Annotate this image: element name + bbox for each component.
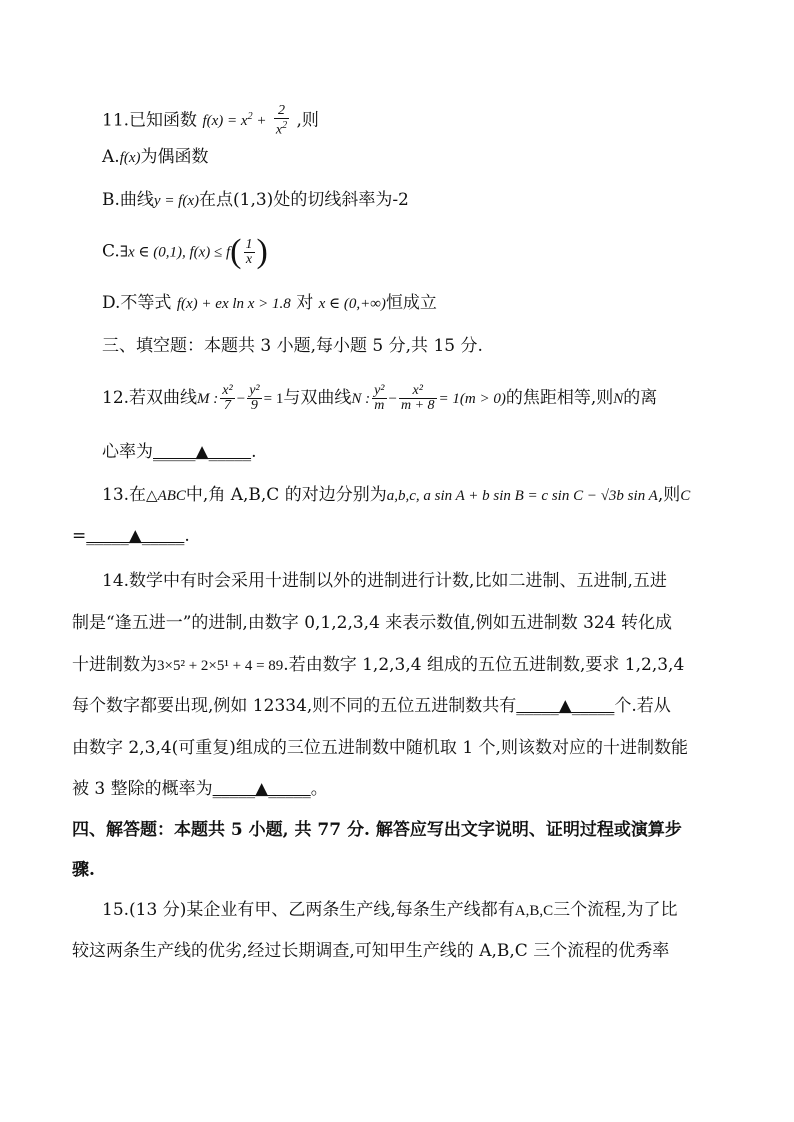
q13-equals: = (72, 526, 87, 546)
q13-triangle: △ABC (146, 488, 186, 504)
q13-line-1 (102, 483, 690, 508)
q12-prefix: 12.若双曲线 (102, 388, 198, 408)
option-math: ∃x ∈ (0,1), f(x) ≤ f (119, 244, 231, 261)
q12-n-ref: N (613, 391, 624, 407)
q14-l4-prefix: 每个数字都要出现,例如 12334,则不同的五位五进制数共有 (72, 696, 517, 716)
option-label: A. (102, 147, 120, 167)
frac-num: 1 (245, 236, 253, 252)
answer-blank[interactable]: _____▲_____ (86, 526, 185, 546)
q13-line-2 (72, 524, 190, 548)
q11-frac-den: $x^2$ (275, 120, 288, 138)
q14-line-6 (72, 777, 328, 801)
q12-m-label: M : (197, 391, 219, 407)
q13-equation: a,b,c, a sin A + b sin B = c sin C − √3b sin A (386, 488, 658, 504)
q12-period: . (251, 442, 257, 462)
q11-option-a (102, 145, 209, 170)
frac-num: x² (222, 383, 233, 398)
option-math: f(x) (119, 150, 141, 166)
q14-l3-math: 3×5² + 2×5¹ + 4 = 89 (157, 658, 284, 674)
q14-l4-suffix: 个.若从 (614, 696, 671, 716)
option-text-2: 恒成立 (385, 293, 437, 313)
q15-l1-suffix: 三个流程,为了比 (553, 900, 678, 920)
q11-option-c (102, 233, 268, 270)
q11-option-b (102, 188, 409, 213)
q11-stem (102, 104, 319, 138)
q14-line-2: 制是“逢五进一”的进制,由数字 0,1,2,3,4 来表示数值,例如五进制数 324 转化成 (72, 613, 672, 633)
option-math: f(x) + ex ln x > 1.8 (176, 296, 291, 312)
q15-line-2: 较这两条生产线的优劣,经过长期调查,可知甲生产线的 A,B,C 三个流程的优秀率 (72, 941, 670, 961)
frac-num: y² (374, 383, 385, 398)
frac-den: m + 8 (400, 398, 435, 413)
q15-l1-math: A,B,C (514, 903, 554, 919)
q11-stem-suffix: ,则 (296, 110, 319, 131)
frac-den: x (245, 251, 253, 267)
q14-l6-prefix: 被 3 整除的概率为 (72, 779, 213, 799)
left-paren: ( (230, 233, 242, 270)
answer-blank[interactable]: _____▲_____ (153, 442, 252, 462)
option-math-2: x ∈ (0,+∞) (318, 296, 386, 312)
frac-den: m (374, 398, 385, 413)
frac-num: y² (249, 383, 260, 398)
q12-frac-3 (372, 384, 386, 413)
answer-blank[interactable]: _____▲_____ (212, 779, 311, 799)
option-label: C. (102, 241, 120, 262)
right-paren: ) (256, 233, 268, 270)
q11-stem-prefix: 11.已知函数 (102, 110, 198, 131)
q13-period: . (184, 526, 190, 546)
q11-function-lhs: $f(x) = x^2$ + (202, 111, 267, 130)
option-label: B.曲线 (102, 190, 154, 210)
q12-frac-1 (220, 384, 234, 413)
q13-prefix: 13.在 (102, 485, 147, 505)
q14-l6-suffix: 。 (310, 779, 328, 799)
frac-den: 9 (250, 398, 258, 413)
option-math: y = f(x) (153, 193, 200, 209)
q11-frac-num: 2 (274, 104, 289, 119)
q11-c-fraction (244, 238, 255, 267)
frac-den: 7 (224, 398, 231, 413)
q14-line-4 (72, 694, 671, 718)
option-text: 为偶函数 (140, 147, 209, 167)
section-3-heading: 三、填空题：本题共 3 小题,每小题 5 分,共 15 分. (102, 336, 483, 356)
answer-blank[interactable]: _____▲_____ (516, 696, 615, 716)
q13-mid-1: 中,角 A,B,C 的对边分别为 (185, 485, 387, 505)
q14-line-3 (72, 653, 684, 678)
q12-suffix-2: 的离 (623, 388, 658, 408)
q11-option-d (102, 291, 437, 316)
q12-frac-2 (247, 384, 261, 413)
q12-line-1: 12.若双曲线M : $\frac{\text{x²}}{7}$ − $\frac{\text{y²}}{9}$ = 1与双曲线N : $\frac{\text{y²}}{m}$ − $\frac{\text{x²}}{m + 8}$ = 1(m > 0)的焦距相等,则N的离 (102, 383, 658, 413)
q12-suffix: 的焦距相等,则 (505, 388, 614, 408)
q12-frac-4 (399, 384, 437, 413)
q13-mid-2: ,则 (657, 485, 681, 505)
q12-line-2 (102, 440, 256, 464)
section-4-heading-cont: 骤. (72, 860, 95, 880)
q14-l3-prefix: 十进制数为 (72, 655, 157, 675)
frac-num: x² (399, 384, 437, 399)
q13-c: C (680, 488, 691, 504)
q14-l3-suffix: .若由数字 1,2,3,4 组成的五位五进制数,要求 1,2,3,4 (283, 655, 685, 675)
q15-l1-prefix: 15.(13 分)某企业有甲、乙两条生产线,每条生产线都有 (102, 900, 515, 920)
option-text: 对 (296, 293, 314, 313)
q12-n-label: N : (351, 391, 371, 407)
q11-fraction (274, 104, 289, 138)
option-label: D.不等式 (102, 293, 172, 313)
q12-eq-2: = 1(m > 0) (438, 391, 506, 407)
q12-line2-prefix: 心率为 (102, 442, 153, 462)
q12-eq-1: = 1 (263, 391, 284, 407)
q14-line-5: 由数字 2,3,4(可重复)组成的三位五进制数中随机取 1 个,则该数对应的十进制数能 (72, 738, 688, 758)
option-text: 在点(1,3)处的切线斜率为-2 (199, 190, 409, 210)
q15-line-1 (102, 898, 678, 923)
q12-mid: 与双曲线 (283, 388, 352, 408)
section-4-heading: 四、解答题：本题共 5 小题, 共 77 分. 解答应写出文字说明、证明过程或演算步 (72, 820, 682, 840)
q14-line-1: 14.数学中有时会采用十进制以外的进制进行计数,比如二进制、五进制,五进 (102, 571, 667, 591)
